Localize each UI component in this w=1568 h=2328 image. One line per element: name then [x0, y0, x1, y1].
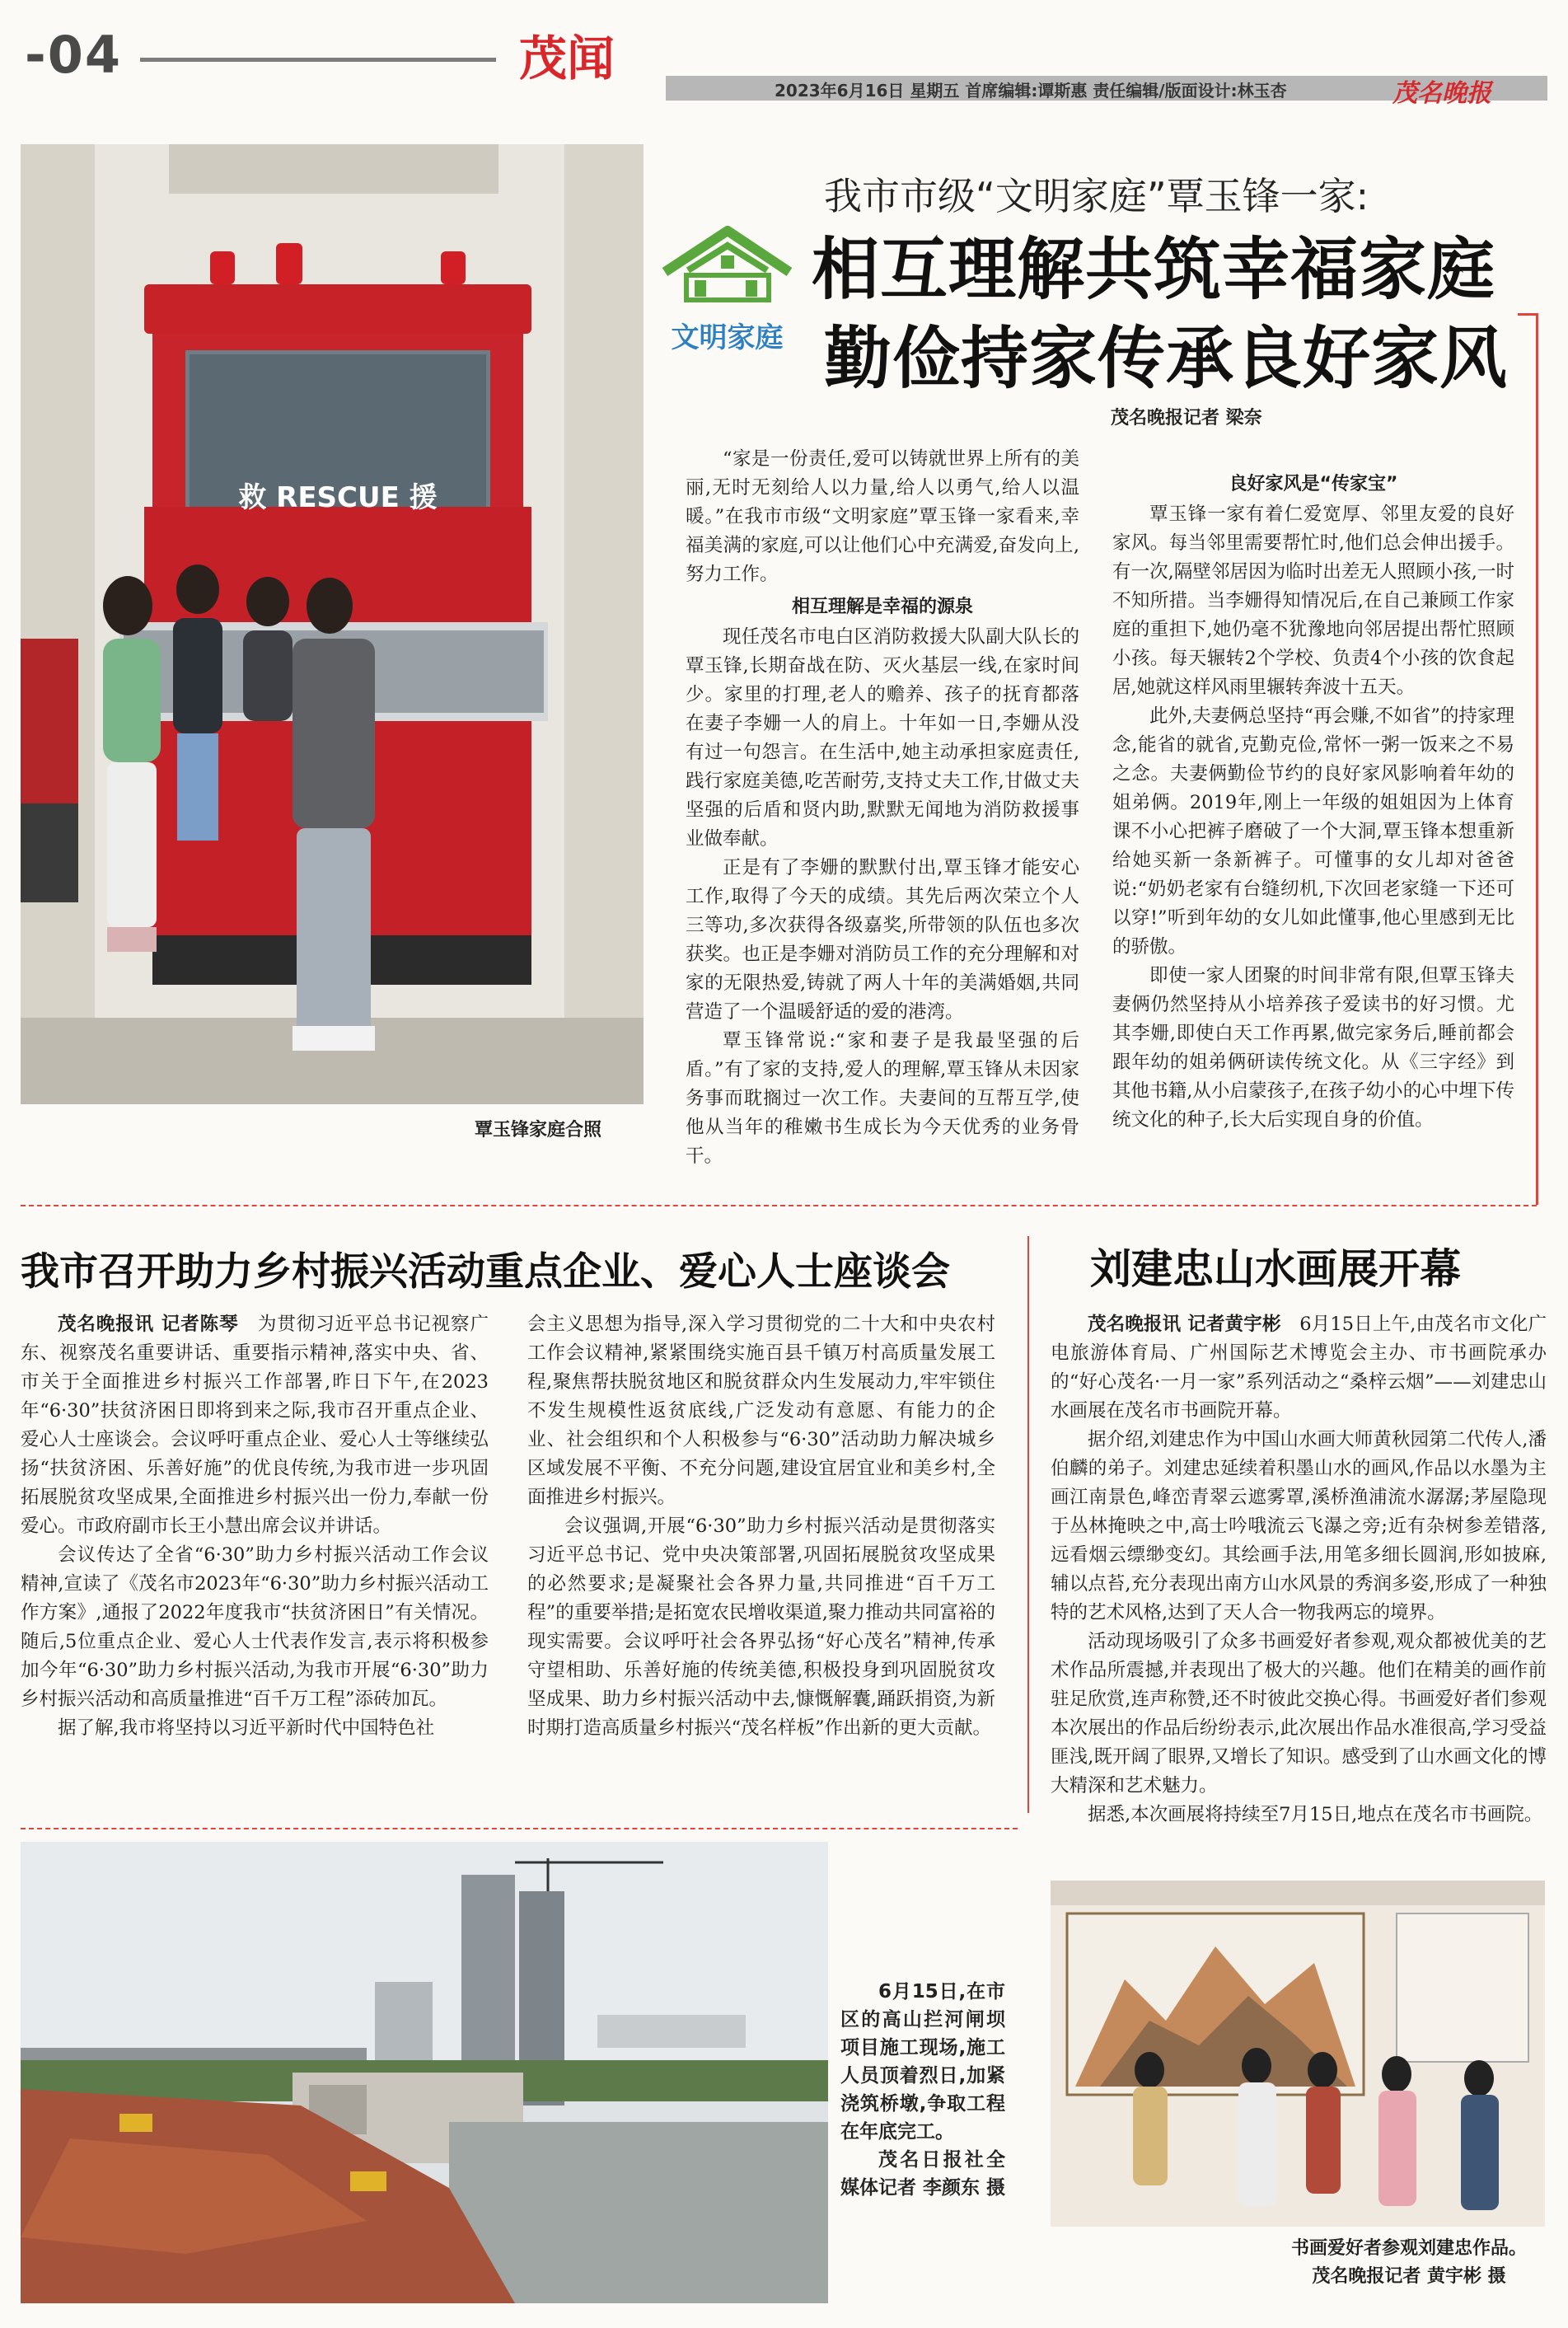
house-icon [655, 222, 799, 313]
construction-credit: 茂名日报社全媒体记者 李颜东 摄 [840, 2149, 1006, 2199]
page-header [0, 0, 1568, 115]
construction-caption-box [840, 1978, 1005, 2202]
header-rule [140, 58, 496, 62]
art-byline: 茂名晚报讯 记者黄宇彬 [1088, 1314, 1281, 1335]
lead-col1-para-2: 正是有了李姗的默默付出,覃玉锋才能安心工作,取得了今天的成绩。其先后两次荣立个人三等功,多次获得各级嘉奖,所带领的队伍也多次获奖。也正是李姗对消防员工作的充分理解和对家的无限热爱,铸就了两人十年的美满婚姻,共同营造了一个温暖舒适的爱的港湾。 [686, 857, 1079, 1023]
rural-column-2 [527, 1310, 995, 1743]
art-para-4: 据悉,本次画展将持续至7月15日,地点在茂名市书画院。 [1088, 1804, 1543, 1825]
lead-subhead-2: 良好家风是“传家宝” [1229, 474, 1398, 494]
photo-divider [21, 1828, 1018, 1829]
civilized-family-badge [655, 222, 799, 363]
family-photo-caption: 覃玉锋家庭合照 [475, 1120, 602, 1141]
lead-col2-para-2: 此外,夫妻俩总坚持“再会赚,不如省”的持家理念,能省的就省,克勤克俭,常怀一粥一饭来之不易之念。夫妻俩勤俭节约的良好家风影响着年幼的姐弟俩。2019年,刚上一年级的姐姐因为上体育课不小心把裤子磨破了一个大洞,覃玉锋本想重新给她买新一条新裤子。可懂事的女儿却对爸爸说:“奶奶老家有台缝纫机,下次回老家缝一下还可以穿!”听到年幼的女儿如此懂事,他心里感到无比的骄傲。 [1112, 705, 1514, 958]
art-para-1: 茂名晚报讯 记者黄宇彬 6月15日上午,由茂名市文化广电旅游体育局、广州国际艺术博览会主办、市书画院承办的“好心茂名·一月一家”系列活动之“桑梓云烟”——刘建忠山水画展在茂名市书画院开幕。 [1051, 1314, 1547, 1422]
rural-headline: 我市召开助力乡村振兴活动重点企业、爱心人士座谈会 [21, 1249, 950, 1295]
headline-accent-line [1536, 315, 1538, 1205]
family-photo-image [21, 144, 644, 1104]
construction-photo [21, 1842, 828, 2303]
lead-pretitle: 我市市级“文明家庭”覃玉锋一家: [824, 174, 1369, 218]
rural-col1-para-3: 据了解,我市将坚持以习近平新时代中国特色社 [58, 1717, 435, 1739]
lead-byline: 茂名晚报记者 梁奈 [1111, 408, 1262, 429]
rural-col1-para-1: 茂名晚报讯 记者陈琴 为贯彻习近平总书记视察广东、视察茂名重要讲话、重要指示精神,落实中央、省、市关于全面推进乡村振兴工作部署,昨日下午,在2023年“6·30”扶贫济困日即将到来之际,我市召开重点企业、爱心人士座谈会。会议呼吁重点企业、爱心人士等继续弘扬“扶贫济困、乐善好施”的优良传统,为我市进一步巩固拓展脱贫攻坚成果,全面推进乡村振兴出一份力,奉献一份爱心。市政府副市长王小慧出席会议并讲话。 [21, 1314, 489, 1537]
lead-col2-para-1: 覃玉锋一家有着仁爱宽厚、邻里友爱的良好家风。每当邻里需要帮忙时,他们总会伸出援手。有一次,隔壁邻居因为临时出差无人照顾小孩,一时不知所措。当李姗得知情况后,在自己兼顾工作家庭的重担下,她仍毫不犹豫地向邻居提出帮忙照顾小孩。每天辗转2个学校、负责4个小孩的饮食起居,她就这样风雨里辗转奔波十五天。 [1112, 504, 1514, 698]
section-divider [21, 1205, 1537, 1206]
lead-subhead-1: 相互理解是幸福的源泉 [791, 597, 973, 617]
rescue-sign: 救 RESCUE 援 [238, 481, 438, 514]
exhibition-credit: 茂名晚报记者 黄宇彬 摄 [1312, 2266, 1506, 2287]
rural-col2-para-2: 会议强调,开展“6·30”助力乡村振兴活动是贯彻落实习近平总书记、党中央决策部署,巩固拓展脱贫攻坚成果的必然要求;是凝聚社会各界力量,共同推进“百千万工程”的重要举措;是拓宽农民增收渠道,聚力推动共同富裕的现实需要。会议呼吁社会各界弘扬“好心茂名”精神,传承守望相助、乐善好施的传统美德,积极投身到巩固脱贫攻坚成果、助力乡村振兴活动中去,慷慨解囊,踊跃捐资,为新时期打造高质量乡村振兴“茂名样板”作出新的更大贡献。 [527, 1515, 995, 1739]
rural-col2-para-1: 会主义思想为指导,深入学习贯彻党的二十大和中央农村工作会议精神,紧紧围绕实施百县千镇万村高质量发展工程,聚焦帮扶脱贫地区和脱贫群众内生发展动力,牢牢锁住不发生规模性返贫底线,广泛发动有意愿、有能力的企业、社会组织和个人积极参与“6·30”活动助力解决城乡区域发展不平衡、不充分问题,建设宜居宜业和美乡村,全面推进乡村振兴。 [527, 1314, 995, 1508]
masthead-logo: 茂名晚报 [1392, 79, 1491, 108]
art-para-2: 据介绍,刘建忠作为中国山水画大师黄秋园第二代传人,潘伯麟的弟子。刘建忠延续着积墨山水的画风,作品以水墨为主画江南景色,峰峦青翠云遮雾罩,溪桥渔浦流水潺潺;茅屋隐现于丛林掩映之中,高士吟哦流云飞瀑之旁;近有杂树参差错落,远看烟云缥缈变幻。其绘画手法,用笔多细长圆润,形如披麻,辅以点苔,充分表现出南方山水风景的秀润多姿,形成了一种独特的艺术风格,达到了天人合一物我两忘的境界。 [1051, 1429, 1547, 1623]
exhibition-photo-image [1051, 1881, 1545, 2227]
exhibition-caption [1269, 2235, 1549, 2291]
dateline: 2023年6月16日 星期五 首席编辑:谭斯惠 责任编辑/版面设计:林玉杏 [775, 81, 1287, 101]
rural-column-1 [21, 1310, 489, 1743]
section-label: 茂闻 [519, 30, 615, 87]
lead-col1-para-3: 覃玉锋常说:“家和妻子是我最坚强的后盾。”有了家的支持,爱人的理解,覃玉锋从未因家务事而耽搁过一次工作。夫妻间的互帮互学,使他从当年的稚嫩书生成长为今天优秀的业务骨干。 [686, 1030, 1079, 1167]
lead-column-1 [686, 445, 1079, 1171]
exhibition-photo [1051, 1881, 1545, 2227]
art-column [1051, 1310, 1547, 1829]
exhibition-caption-text: 书画爱好者参观刘建忠作品。 [1290, 2238, 1527, 2259]
rural-byline: 茂名晚报讯 记者陈琴 [58, 1314, 239, 1335]
badge-label: 文明家庭 [671, 321, 784, 354]
headline-accent-tick [1518, 313, 1538, 316]
lead-headline-line2: 勤俭持家传承良好家风 [824, 320, 1509, 398]
family-photo [21, 144, 644, 1104]
lead-col2-para-3: 即使一家人团聚的时间非常有限,但覃玉锋夫妻俩仍然坚持从小培养孩子爱读书的好习惯。尤其李姗,即使白天工作再累,做完家务后,睡前都会跟年幼的姐弟俩研读传统文化。从《三字经》到其他书籍,从小启蒙孩子,在孩子幼小的心中埋下传统文化的种子,长大后实现自身的价值。 [1112, 965, 1514, 1131]
lead-intro: “家是一份责任,爱可以铸就世界上所有的美丽,无时无刻给人以力量,给人以勇气,给人以温暖。”在我市市级“文明家庭”覃玉锋一家看来,幸福美满的家庭,可以让他们心中充满爱,奋发向上,努力工作。 [686, 448, 1079, 585]
construction-caption: 6月15日,在市区的高山拦河闸坝项目施工现场,施工人员顶着烈日,加紧浇筑桥墩,争取工程在年底完工。 [840, 1981, 1005, 2143]
art-para-3: 活动现场吸引了众多书画爱好者参观,观众都被优美的艺术作品所震撼,并表现出了极大的兴趣。他们在精美的画作前驻足欣赏,连声称赞,还不时彼此交换心得。书画爱好者们参观本次展出的作品后纷纷表示,此次展出作品水准很高,学习受益匪浅,既开阔了眼界,又增长了知识。感受到了山水画文化的博大精深和艺术魅力。 [1051, 1631, 1547, 1796]
lead-col1-para-1: 现任茂名市电白区消防救援大队副大队长的覃玉锋,长期奋战在防、灭火基层一线,在家时间少。家里的打理,老人的赡养、孩子的抚育都落在妻子李姗一人的肩上。十年如一日,李姗从没有过一句怨言。在生活中,她主动承担家庭责任,践行家庭美德,吃苦耐劳,支持丈夫工作,甘做丈夫坚强的后盾和贤内助,默默无闻地为消防救援事业做奉献。 [686, 626, 1079, 850]
lead-headline-line1: 相互理解共筑幸福家庭 [812, 231, 1496, 309]
art-headline: 刘建忠山水画展开幕 [1090, 1245, 1461, 1293]
page-number: -04 [25, 25, 123, 85]
rural-col1-para-2: 会议传达了全省“6·30”助力乡村振兴活动工作会议精神,宣读了《茂名市2023年“6·30”助力乡村振兴活动工作方案》,通报了2022年度我市“扶贫济困日”有关情况。随后,5位重点企业、爱心人士代表作发言,表示将积极参加今年“6·30”助力乡村振兴活动,为我市开展“6·30”助力乡村振兴活动和高质量推进“百千万工程”添砖加瓦。 [21, 1544, 489, 1710]
column-divider [1027, 1236, 1029, 1813]
lead-column-2 [1112, 466, 1514, 1135]
construction-photo-image [21, 1842, 828, 2303]
